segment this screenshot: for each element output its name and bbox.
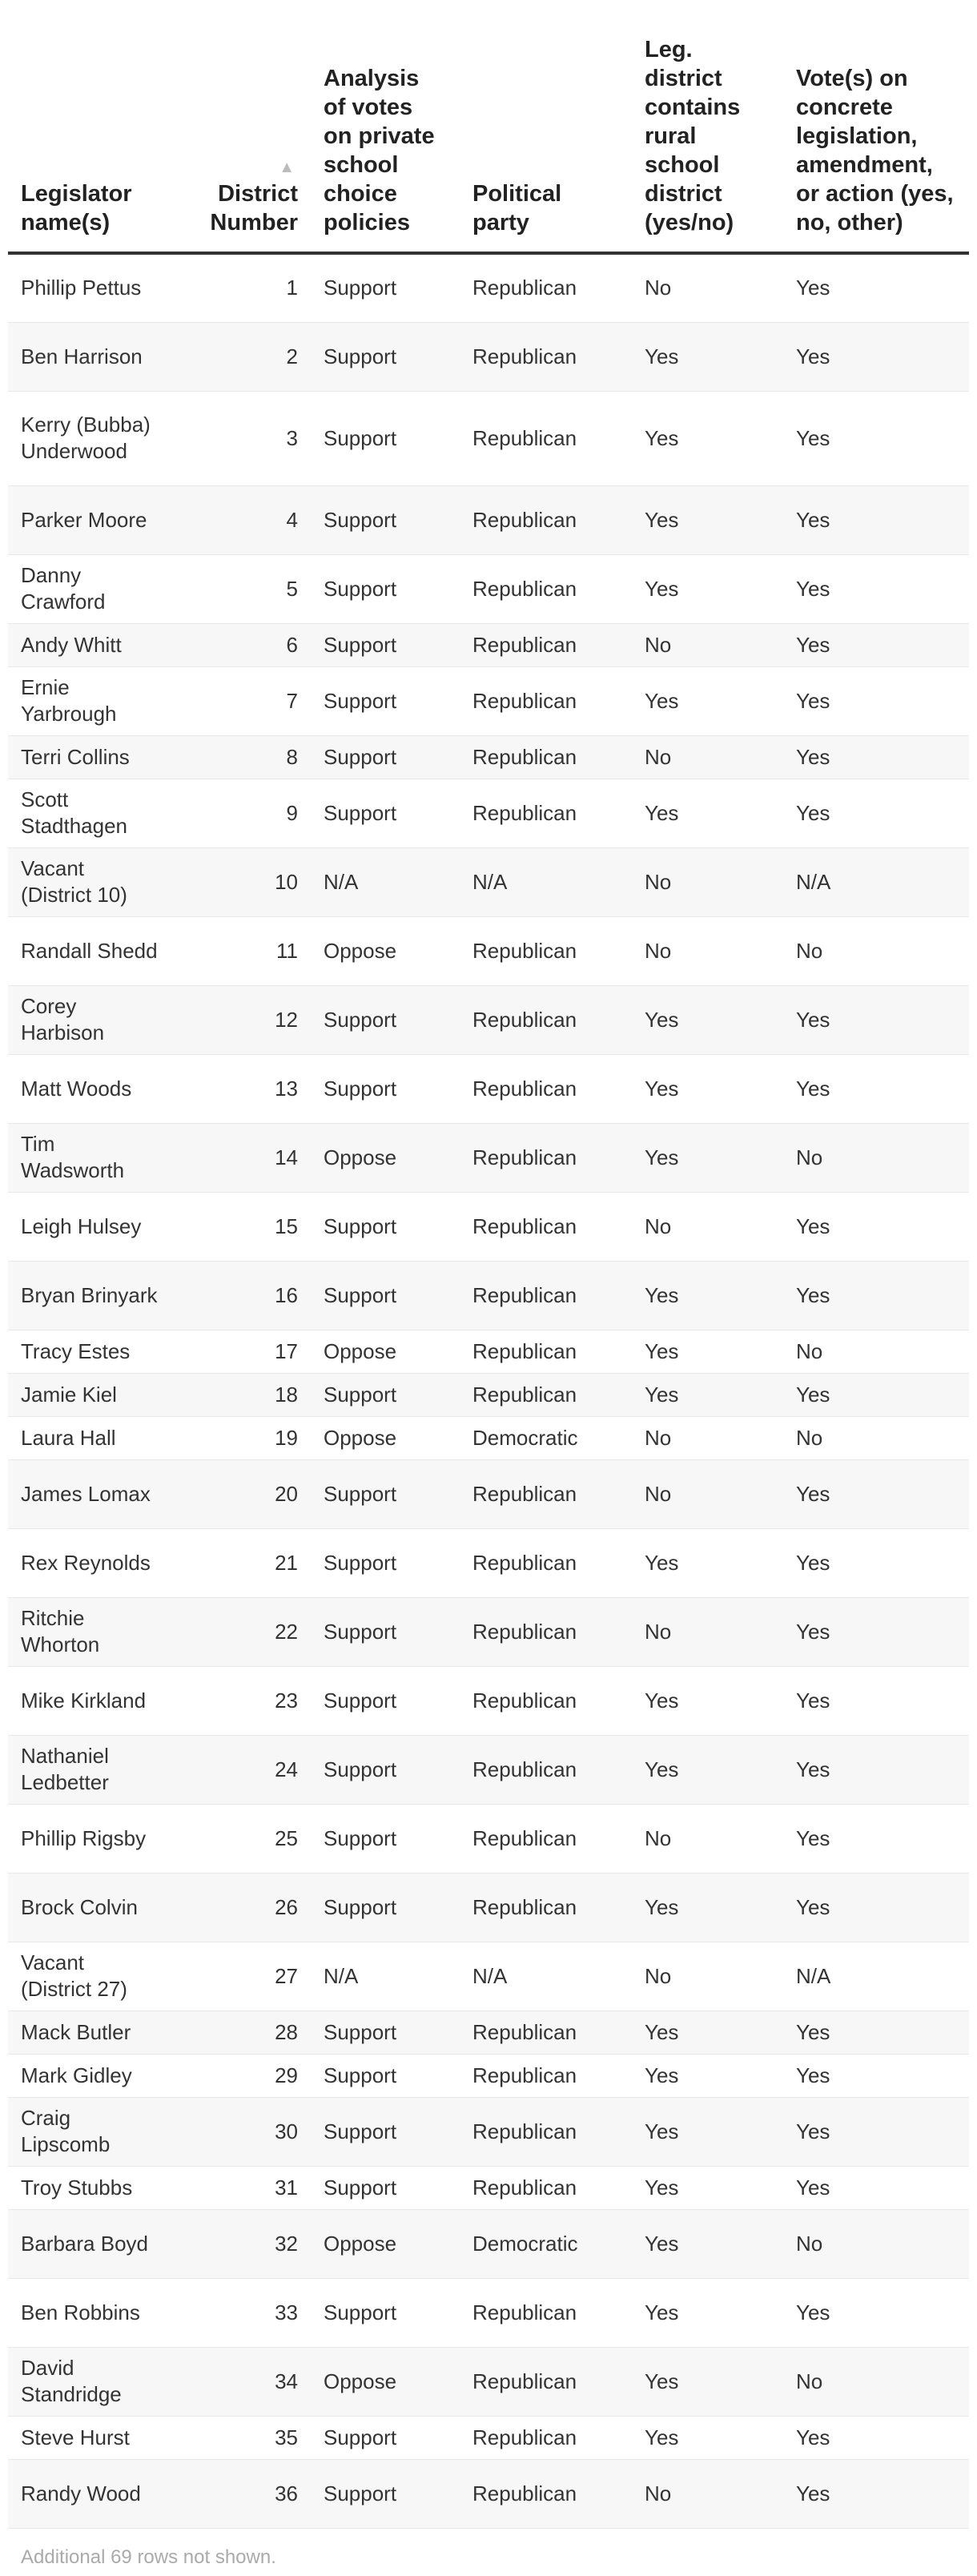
rural-district-cell: No (632, 1942, 783, 2010)
rural-district-cell: No (632, 1804, 783, 1873)
legislator-name-cell: Andy Whitt (8, 623, 173, 666)
political-party-cell: Republican (460, 2278, 632, 2347)
table-row (8, 2054, 969, 2097)
legislator-name-cell: Scott Stadthagen (8, 779, 173, 847)
table-row (8, 2097, 969, 2166)
political-party-cell: Democratic (460, 2209, 632, 2278)
political-party-cell: Republican (460, 623, 632, 666)
analysis-cell: Support (311, 666, 460, 735)
vote-cell: No (783, 1123, 969, 1192)
legislator-name-cell: Craig Lipscomb (8, 2097, 173, 2166)
district-number-cell: 11 (173, 916, 311, 985)
political-party-cell: Republican (460, 1735, 632, 1804)
analysis-cell: Support (311, 485, 460, 554)
table-row (8, 485, 969, 554)
table-row (8, 1261, 969, 1330)
district-number-cell: 20 (173, 1459, 311, 1528)
legislator-name-cell: Matt Woods (8, 1054, 173, 1123)
legislator-name-cell: Bryan Brinyark (8, 1261, 173, 1330)
legislator-name-cell: Randall Shedd (8, 916, 173, 985)
district-number-cell: 12 (173, 985, 311, 1054)
vote-cell: Yes (783, 391, 969, 485)
legislator-name-cell: Troy Stubbs (8, 2166, 173, 2209)
political-party-cell: N/A (460, 1942, 632, 2010)
table-row (8, 1528, 969, 1597)
vote-cell: No (783, 2209, 969, 2278)
header-legislator-names[interactable]: Legislator name(s) (8, 0, 173, 253)
analysis-cell: Support (311, 2278, 460, 2347)
legislator-name-cell: James Lomax (8, 1459, 173, 1528)
legislator-name-cell: Mack Butler (8, 2010, 173, 2054)
political-party-cell: Republican (460, 1054, 632, 1123)
political-party-cell: Republican (460, 322, 632, 391)
table-row (8, 1873, 969, 1942)
analysis-cell: Support (311, 1373, 460, 1416)
legislator-name-cell: David Standridge (8, 2347, 173, 2416)
table-row (8, 623, 969, 666)
political-party-cell: Republican (460, 1804, 632, 1873)
vote-cell: No (783, 2347, 969, 2416)
legislator-name-cell: Randy Wood (8, 2459, 173, 2528)
political-party-cell: Republican (460, 1597, 632, 1666)
political-party-cell: Republican (460, 2054, 632, 2097)
vote-cell: Yes (783, 2010, 969, 2054)
political-party-cell: Republican (460, 985, 632, 1054)
district-number-cell: 3 (173, 391, 311, 485)
table-row (8, 2459, 969, 2528)
district-number-cell: 25 (173, 1804, 311, 1873)
table-row (8, 391, 969, 485)
vote-cell: No (783, 916, 969, 985)
vote-cell: Yes (783, 623, 969, 666)
table-row (8, 2347, 969, 2416)
analysis-cell: Support (311, 2459, 460, 2528)
legislator-name-cell: Laura Hall (8, 1416, 173, 1459)
political-party-cell: Republican (460, 2010, 632, 2054)
rural-district-cell: Yes (632, 666, 783, 735)
district-number-cell: 26 (173, 1873, 311, 1942)
political-party-cell: Republican (460, 2097, 632, 2166)
rural-district-cell: Yes (632, 2054, 783, 2097)
table-row (8, 2416, 969, 2459)
district-number-cell: 7 (173, 666, 311, 735)
district-number-cell: 24 (173, 1735, 311, 1804)
legislator-name-cell: Jamie Kiel (8, 1373, 173, 1416)
table-row (8, 1459, 969, 1528)
table-row (8, 666, 969, 735)
rural-district-cell: No (632, 735, 783, 779)
rural-district-cell: Yes (632, 985, 783, 1054)
political-party-cell: Republican (460, 1666, 632, 1735)
legislator-name-cell: Corey Harbison (8, 985, 173, 1054)
analysis-cell: Oppose (311, 1330, 460, 1373)
district-number-cell: 28 (173, 2010, 311, 2054)
legislator-name-cell: Leigh Hulsey (8, 1192, 173, 1261)
vote-cell: Yes (783, 485, 969, 554)
district-number-cell: 1 (173, 253, 311, 322)
table-row (8, 735, 969, 779)
vote-cell: Yes (783, 2097, 969, 2166)
analysis-cell: Support (311, 1528, 460, 1597)
political-party-cell: Republican (460, 554, 632, 623)
analysis-cell: Support (311, 253, 460, 322)
table-row (8, 1192, 969, 1261)
analysis-cell: N/A (311, 1942, 460, 2010)
rural-district-cell: No (632, 2459, 783, 2528)
district-number-cell: 31 (173, 2166, 311, 2209)
legislator-name-cell: Mike Kirkland (8, 1666, 173, 1735)
analysis-cell: Oppose (311, 1123, 460, 1192)
table-row (8, 916, 969, 985)
table-row (8, 779, 969, 847)
analysis-cell: Support (311, 1261, 460, 1330)
rural-district-cell: Yes (632, 779, 783, 847)
district-number-cell: 19 (173, 1416, 311, 1459)
table-row (8, 1416, 969, 1459)
rural-district-cell: No (632, 847, 783, 916)
legislator-name-cell: Ritchie Whorton (8, 1597, 173, 1666)
rural-district-cell: Yes (632, 1123, 783, 1192)
analysis-cell: Support (311, 985, 460, 1054)
rural-district-cell: Yes (632, 1261, 783, 1330)
analysis-cell: Support (311, 1804, 460, 1873)
header-political-party[interactable]: Political party (460, 0, 632, 253)
table-row (8, 1054, 969, 1123)
header-district-number-label: District Number (210, 181, 298, 235)
analysis-cell: Support (311, 2166, 460, 2209)
legislator-name-cell: Mark Gidley (8, 2054, 173, 2097)
rural-district-cell: Yes (632, 2166, 783, 2209)
header-votes-on-legislation[interactable]: Vote(s) on concrete legislation, amendment, or action (yes, no, other) (783, 0, 969, 253)
analysis-cell: Oppose (311, 1416, 460, 1459)
header-row (8, 0, 969, 253)
analysis-cell: Support (311, 779, 460, 847)
political-party-cell: Republican (460, 1459, 632, 1528)
district-number-cell: 18 (173, 1373, 311, 1416)
political-party-cell: Republican (460, 1192, 632, 1261)
political-party-cell: Republican (460, 2416, 632, 2459)
district-number-cell: 17 (173, 1330, 311, 1373)
vote-cell: Yes (783, 1192, 969, 1261)
table-row (8, 1804, 969, 1873)
district-number-cell: 2 (173, 322, 311, 391)
vote-cell: Yes (783, 985, 969, 1054)
district-number-cell: 8 (173, 735, 311, 779)
header-rural-school-district[interactable]: Leg. district contains rural school district (yes/no) (632, 0, 783, 253)
legislator-name-cell: Brock Colvin (8, 1873, 173, 1942)
legislator-name-cell: Ben Harrison (8, 322, 173, 391)
district-number-cell: 33 (173, 2278, 311, 2347)
district-number-cell: 22 (173, 1597, 311, 1666)
table-row (8, 2010, 969, 2054)
political-party-cell: Republican (460, 666, 632, 735)
vote-cell: No (783, 1330, 969, 1373)
rows-not-shown-note: Additional 69 rows not shown. (21, 2546, 276, 2568)
rural-district-cell: Yes (632, 485, 783, 554)
district-number-cell: 29 (173, 2054, 311, 2097)
political-party-cell: Republican (460, 2459, 632, 2528)
district-number-cell: 16 (173, 1261, 311, 1330)
legislator-name-cell: Kerry (Bubba) Underwood (8, 391, 173, 485)
rural-district-cell: Yes (632, 554, 783, 623)
rural-district-cell: Yes (632, 2097, 783, 2166)
political-party-cell: Republican (460, 1528, 632, 1597)
legislator-name-cell: Vacant (District 27) (8, 1942, 173, 2010)
political-party-cell: Republican (460, 735, 632, 779)
table-row (8, 1666, 969, 1735)
district-number-cell: 34 (173, 2347, 311, 2416)
table-row (8, 985, 969, 1054)
vote-cell: Yes (783, 322, 969, 391)
rural-district-cell: Yes (632, 2010, 783, 2054)
vote-cell: Yes (783, 2166, 969, 2209)
legislator-name-cell: Nathaniel Ledbetter (8, 1735, 173, 1804)
legislator-name-cell: Ben Robbins (8, 2278, 173, 2347)
district-number-cell: 14 (173, 1123, 311, 1192)
political-party-cell: Republican (460, 916, 632, 985)
vote-cell: Yes (783, 1735, 969, 1804)
district-number-cell: 32 (173, 2209, 311, 2278)
vote-cell: Yes (783, 1528, 969, 1597)
district-number-cell: 10 (173, 847, 311, 916)
legislator-name-cell: Phillip Rigsby (8, 1804, 173, 1873)
rural-district-cell: No (632, 916, 783, 985)
rural-district-cell: Yes (632, 1528, 783, 1597)
table-row (8, 1123, 969, 1192)
table-row (8, 847, 969, 916)
vote-cell: Yes (783, 2278, 969, 2347)
legislator-name-cell: Rex Reynolds (8, 1528, 173, 1597)
analysis-cell: Support (311, 1735, 460, 1804)
rural-district-cell: Yes (632, 1666, 783, 1735)
vote-cell: Yes (783, 779, 969, 847)
rural-district-cell: No (632, 1459, 783, 1528)
district-number-cell: 23 (173, 1666, 311, 1735)
table-row (8, 2209, 969, 2278)
district-number-cell: 30 (173, 2097, 311, 2166)
vote-cell: Yes (783, 1597, 969, 1666)
table-row (8, 2278, 969, 2347)
legislator-name-cell: Vacant (District 10) (8, 847, 173, 916)
political-party-cell: Republican (460, 2166, 632, 2209)
sort-ascending-icon[interactable]: ▲ (279, 159, 295, 176)
district-number-cell: 21 (173, 1528, 311, 1597)
vote-cell: Yes (783, 1804, 969, 1873)
political-party-cell: Republican (460, 485, 632, 554)
political-party-cell: Republican (460, 1873, 632, 1942)
header-district-number[interactable] (173, 0, 311, 253)
legislator-name-cell: Barbara Boyd (8, 2209, 173, 2278)
table-row (8, 1597, 969, 1666)
analysis-cell: Support (311, 1054, 460, 1123)
district-number-cell: 9 (173, 779, 311, 847)
vote-cell: Yes (783, 1873, 969, 1942)
table-row (8, 554, 969, 623)
rural-district-cell: No (632, 1416, 783, 1459)
vote-cell: N/A (783, 1942, 969, 2010)
analysis-cell: Support (311, 1597, 460, 1666)
analysis-cell: Support (311, 1666, 460, 1735)
rural-district-cell: Yes (632, 391, 783, 485)
vote-cell: Yes (783, 735, 969, 779)
vote-cell: Yes (783, 1373, 969, 1416)
rural-district-cell: Yes (632, 322, 783, 391)
analysis-cell: Support (311, 735, 460, 779)
table-row (8, 253, 969, 322)
district-number-cell: 35 (173, 2416, 311, 2459)
rural-district-cell: Yes (632, 1054, 783, 1123)
analysis-cell: Oppose (311, 2347, 460, 2416)
analysis-cell: Support (311, 1459, 460, 1528)
table-body (8, 253, 969, 2528)
political-party-cell: Republican (460, 253, 632, 322)
analysis-cell: Oppose (311, 2209, 460, 2278)
rural-district-cell: No (632, 253, 783, 322)
legislator-name-cell: Steve Hurst (8, 2416, 173, 2459)
political-party-cell: Republican (460, 2347, 632, 2416)
analysis-cell: Support (311, 2054, 460, 2097)
vote-cell: No (783, 1416, 969, 1459)
rural-district-cell: No (632, 1192, 783, 1261)
vote-cell: Yes (783, 1261, 969, 1330)
vote-cell: Yes (783, 2054, 969, 2097)
table-row (8, 322, 969, 391)
table-row (8, 1942, 969, 2010)
analysis-cell: Support (311, 2416, 460, 2459)
rural-district-cell: Yes (632, 1373, 783, 1416)
rural-district-cell: Yes (632, 1330, 783, 1373)
district-number-cell: 13 (173, 1054, 311, 1123)
legislator-name-cell: Danny Crawford (8, 554, 173, 623)
header-analysis-of-votes[interactable]: Analysis of votes on private school choice policies (311, 0, 460, 253)
vote-cell: Yes (783, 2416, 969, 2459)
analysis-cell: Support (311, 623, 460, 666)
table-row (8, 1735, 969, 1804)
political-party-cell: Republican (460, 1373, 632, 1416)
table-row (8, 1373, 969, 1416)
political-party-cell: Republican (460, 1330, 632, 1373)
table-row (8, 2166, 969, 2209)
district-number-cell: 4 (173, 485, 311, 554)
analysis-cell: N/A (311, 847, 460, 916)
vote-cell: Yes (783, 1054, 969, 1123)
political-party-cell: Republican (460, 779, 632, 847)
analysis-cell: Support (311, 391, 460, 485)
district-number-cell: 36 (173, 2459, 311, 2528)
rural-district-cell: Yes (632, 2209, 783, 2278)
table-row (8, 1330, 969, 1373)
legislator-name-cell: Phillip Pettus (8, 253, 173, 322)
analysis-cell: Support (311, 322, 460, 391)
analysis-cell: Support (311, 1192, 460, 1261)
vote-cell: Yes (783, 1666, 969, 1735)
political-party-cell: Republican (460, 1261, 632, 1330)
legislator-name-cell: Tim Wadsworth (8, 1123, 173, 1192)
legislator-name-cell: Ernie Yarbrough (8, 666, 173, 735)
rural-district-cell: No (632, 623, 783, 666)
district-number-cell: 27 (173, 1942, 311, 2010)
vote-cell: Yes (783, 554, 969, 623)
legislator-name-cell: Terri Collins (8, 735, 173, 779)
legislator-name-cell: Parker Moore (8, 485, 173, 554)
vote-cell: N/A (783, 847, 969, 916)
rural-district-cell: Yes (632, 1735, 783, 1804)
political-party-cell: Democratic (460, 1416, 632, 1459)
vote-cell: Yes (783, 1459, 969, 1528)
vote-cell: Yes (783, 253, 969, 322)
district-number-cell: 5 (173, 554, 311, 623)
rural-district-cell: Yes (632, 2416, 783, 2459)
rural-district-cell: Yes (632, 1873, 783, 1942)
rural-district-cell: Yes (632, 2347, 783, 2416)
rural-district-cell: Yes (632, 2278, 783, 2347)
political-party-cell: Republican (460, 391, 632, 485)
political-party-cell: N/A (460, 847, 632, 916)
analysis-cell: Support (311, 1873, 460, 1942)
vote-cell: Yes (783, 2459, 969, 2528)
district-number-cell: 6 (173, 623, 311, 666)
analysis-cell: Oppose (311, 916, 460, 985)
legislator-name-cell: Tracy Estes (8, 1330, 173, 1373)
analysis-cell: Support (311, 2010, 460, 2054)
political-party-cell: Republican (460, 1123, 632, 1192)
legislators-table (8, 0, 969, 2529)
analysis-cell: Support (311, 2097, 460, 2166)
rural-district-cell: No (632, 1597, 783, 1666)
district-number-cell: 15 (173, 1192, 311, 1261)
vote-cell: Yes (783, 666, 969, 735)
analysis-cell: Support (311, 554, 460, 623)
